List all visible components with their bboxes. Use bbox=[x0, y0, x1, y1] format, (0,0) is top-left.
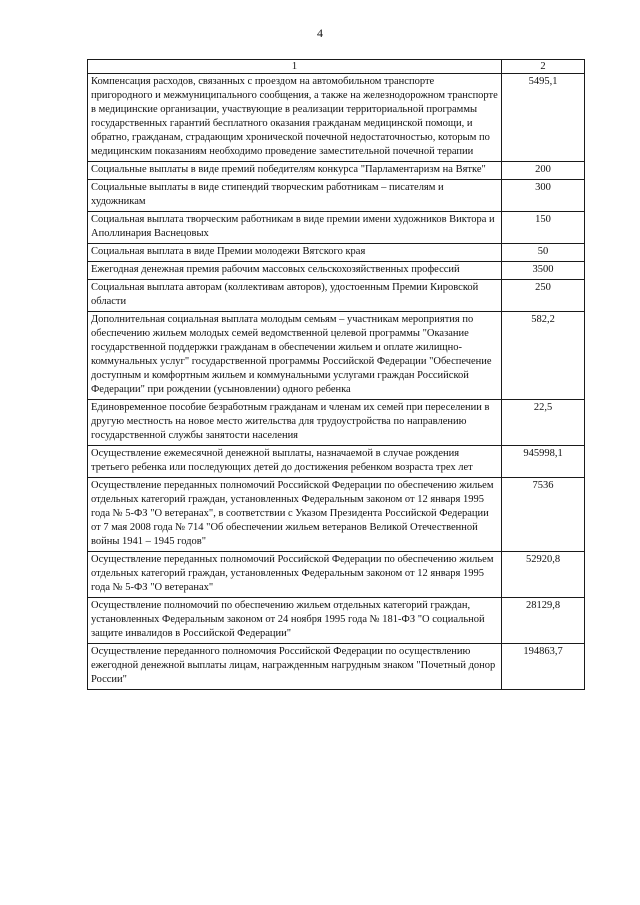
table-row bbox=[88, 552, 585, 598]
table-row bbox=[88, 280, 585, 312]
table-row bbox=[88, 74, 585, 162]
row-description: Осуществление переданных полномочий Российской Федерации по обеспечению жильем отдельных категорий граждан, установленных Федеральным законом от 12 января 1995 года № 5-ФЗ "О ветеранах", в соответствии с Указом Президента Российской Федерации от 7 мая 2008 года № 714 "Об обеспечении жильем ветеранов Великой Отечественной войны 1941 – 1945 годов" bbox=[88, 478, 502, 552]
table-row bbox=[88, 446, 585, 478]
row-amount: 250 bbox=[502, 280, 585, 312]
row-description: Компенсация расходов, связанных с проездом на автомобильном транспорте пригородного и межмуниципального сообщения, а также на железнодорожном транспорте в медицинские организации, участвующие в реализации территориальной программы государственных гарантий бесплатного оказания гражданам медицинской помощи, и обратно, гражданам, страдающим хронической почечной недостаточностью, которым по медицинским показаниям необходимо проведение заместительной почечной терапии bbox=[88, 74, 502, 162]
table-row bbox=[88, 598, 585, 644]
row-description: Осуществление переданных полномочий Российской Федерации по обеспечению жильем отдельных категорий граждан, установленных Федеральным законом от 12 января 1995 года № 5-ФЗ "О ветеранах" bbox=[88, 552, 502, 598]
column-header-description: 1 bbox=[88, 60, 502, 74]
row-amount: 945998,1 bbox=[502, 446, 585, 478]
row-amount: 50 bbox=[502, 244, 585, 262]
row-amount: 194863,7 bbox=[502, 644, 585, 690]
row-description: Единовременное пособие безработным гражданам и членам их семей при переселении в другую местность на новое место жительства для трудоустройства по направлению государственной службы занятости населения bbox=[88, 400, 502, 446]
row-amount: 150 bbox=[502, 212, 585, 244]
row-description: Социальные выплаты в виде премий победителям конкурса "Парламентаризм на Вятке" bbox=[88, 162, 502, 180]
table-row bbox=[88, 212, 585, 244]
row-amount: 52920,8 bbox=[502, 552, 585, 598]
table-row bbox=[88, 262, 585, 280]
column-header-amount: 2 bbox=[502, 60, 585, 74]
row-description: Социальные выплаты в виде стипендий творческим работникам – писателям и художникам bbox=[88, 180, 502, 212]
table-row bbox=[88, 244, 585, 262]
row-amount: 300 bbox=[502, 180, 585, 212]
table-row bbox=[88, 312, 585, 400]
row-amount: 200 bbox=[502, 162, 585, 180]
table-row bbox=[88, 180, 585, 212]
row-amount: 7536 bbox=[502, 478, 585, 552]
row-amount: 3500 bbox=[502, 262, 585, 280]
row-description: Дополнительная социальная выплата молодым семьям – участникам мероприятия по обеспечению жильем молодых семей ведомственной целевой программы "Оказание государственной поддержки гражданам в обеспечении жильем и оплате жилищно-коммунальных услуг" государственной программы Российской Федерации "Обеспечение доступным и комфортным жильем и коммунальными услугами граждан Российской Федерации" при рождении (усыновлении) одного ребенка bbox=[88, 312, 502, 400]
row-amount: 582,2 bbox=[502, 312, 585, 400]
row-amount: 28129,8 bbox=[502, 598, 585, 644]
row-amount: 22,5 bbox=[502, 400, 585, 446]
table-header-row bbox=[88, 60, 585, 74]
row-description: Осуществление ежемесячной денежной выплаты, назначаемой в случае рождения третьего ребенка или последующих детей до достижения ребенком возраста трех лет bbox=[88, 446, 502, 478]
row-description: Социальная выплата творческим работникам в виде премии имени художников Виктора и Аполлинария Васнецовых bbox=[88, 212, 502, 244]
row-description: Осуществление полномочий по обеспечению жильем отдельных категорий граждан, установленных Федеральным законом от 24 ноября 1995 года № 181-ФЗ "О социальной защите инвалидов в Российской Федерации" bbox=[88, 598, 502, 644]
row-description: Социальная выплата в виде Премии молодежи Вятского края bbox=[88, 244, 502, 262]
row-description: Ежегодная денежная премия рабочим массовых сельскохозяйственных профессий bbox=[88, 262, 502, 280]
row-description: Социальная выплата авторам (коллективам авторов), удостоенным Премии Кировской области bbox=[88, 280, 502, 312]
page-number: 4 bbox=[317, 26, 323, 40]
table-row bbox=[88, 478, 585, 552]
row-description: Осуществление переданного полномочия Российской Федерации по осуществлению ежегодной денежной выплаты лицам, награжденным нагрудным знаком "Почетный донор России" bbox=[88, 644, 502, 690]
table-row bbox=[88, 644, 585, 690]
table-row bbox=[88, 162, 585, 180]
expenditure-table bbox=[87, 59, 585, 690]
row-amount: 5495,1 bbox=[502, 74, 585, 162]
table-row bbox=[88, 400, 585, 446]
